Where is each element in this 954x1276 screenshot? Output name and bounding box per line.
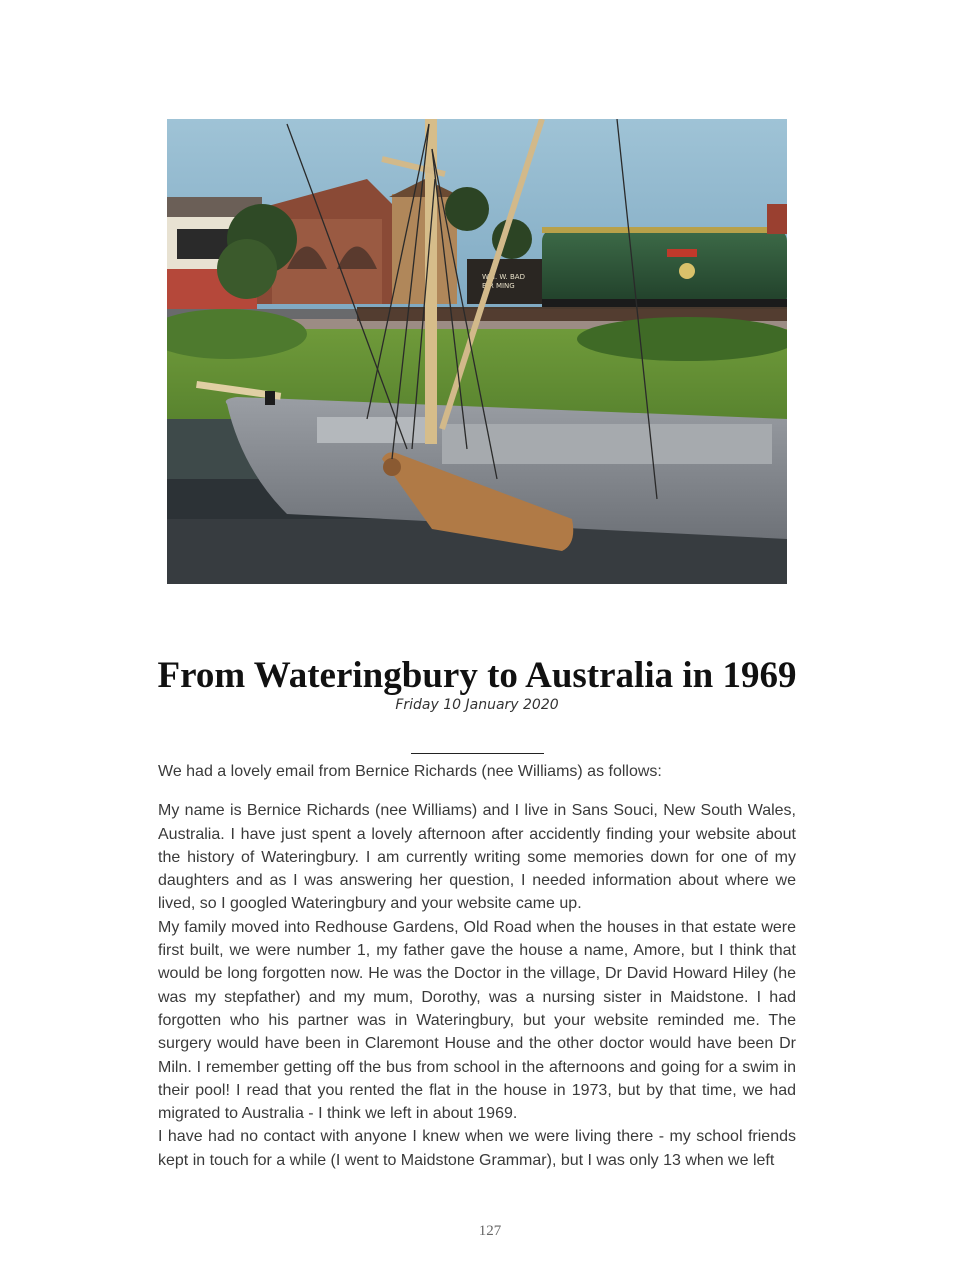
article-date: Friday 10 January 2020 — [395, 697, 559, 713]
intro-paragraph: We had a lovely email from Bernice Richards (nee Williams) as follows: — [158, 763, 662, 780]
body-paragraph: I have had no contact with anyone I knew when we were living there - my school friends kept in touch for a while (I went to Maidstone Grammar), but I was only 13 when we left — [158, 1128, 796, 1169]
body-paragraph: My family moved into Redhouse Gardens, Old Road when the houses in that estate were first built, we were number 1, my father gave the house a name, Amore, but I think that would be long forgotten now. He was the Doctor in the village, Dr David Howard Hiley (he was my stepfather) and my mum, Dorothy, was a nursing sister in Maidstone. I had forgotten who his partner was in Wateringbury, but your website reminded me. The surgery would have been in Claremont House and the other doctor would have been Dr Miln. I remember getting off the bus from school in the afternoons and going for a swim in their pool! I read that you rented the flat in the house in 1973, but by that time, we had migrated to Australia - I think we left in about 1969. — [158, 918, 796, 1123]
wagon-lettering-1: WM. W. BAD — [482, 273, 525, 281]
model-railway-photo — [167, 119, 787, 584]
article-title: From Wateringbury to Australia in 1969 — [157, 655, 797, 696]
title-divider — [411, 753, 544, 754]
wagon-lettering-2: BIR MING — [482, 282, 515, 290]
body-paragraph: My name is Bernice Richards (nee Williams) and I live in Sans Souci, New South Wales, Australia. I have just spent a lovely afternoon after accidently finding your website about the history of Wateringbury. I am currently writing some memories down for one of my daughters and as I was answering her question, I needed information about where we lived, so I googled Wateringbury and your website came up. — [158, 802, 796, 913]
article-body — [158, 760, 796, 1172]
page-number: 127 — [478, 1223, 502, 1239]
